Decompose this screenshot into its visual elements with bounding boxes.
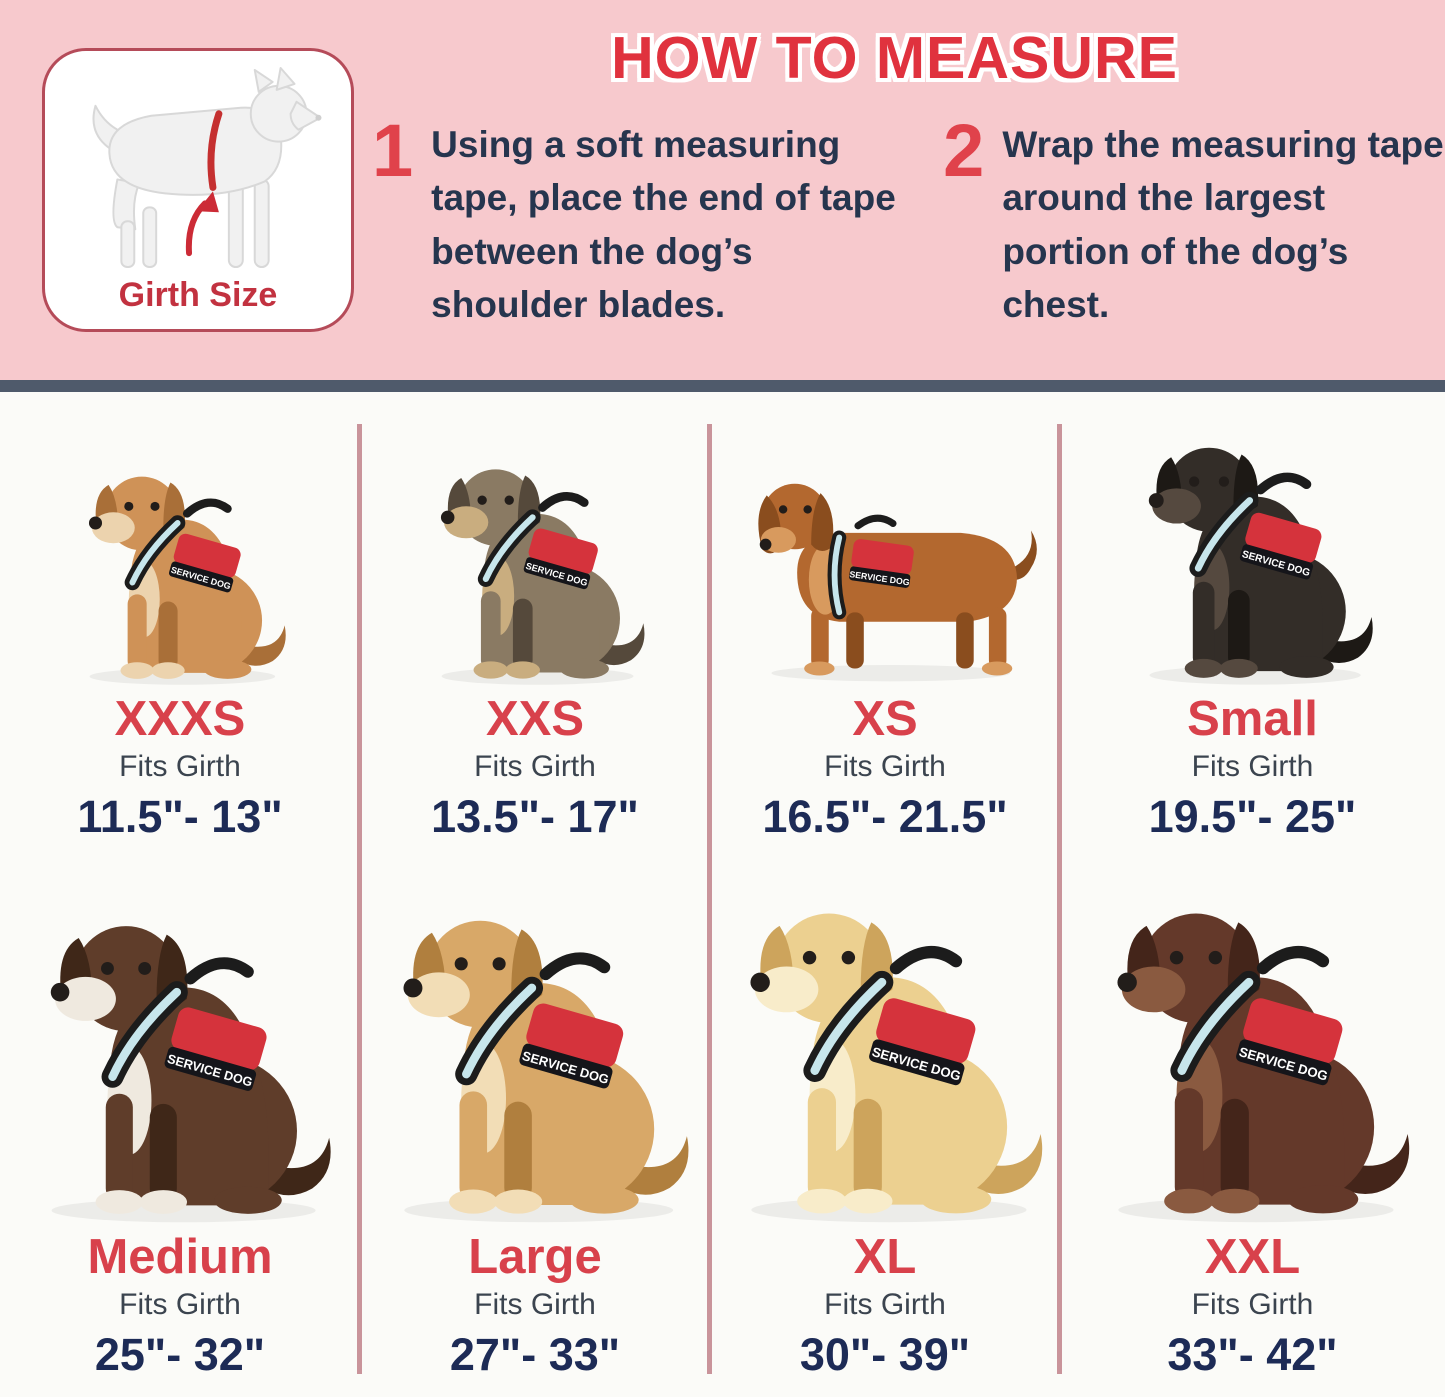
girth-range: 13.5"- 17" [431,791,639,843]
measure-steps [372,109,1445,331]
standing-dog-illustration [727,458,1043,686]
step-1-text: Using a soft measuring tape, place the end of tape between the dog’s shoulder blades. [431,124,896,325]
dog-photo-xl [709,868,1062,1224]
dog-photo-small [1117,418,1388,686]
sitting-dog-illustration [709,880,1062,1224]
sitting-dog-illustration [412,446,658,686]
girth-range: 11.5"- 13" [77,791,283,843]
size-name: Medium [87,1230,273,1284]
girth-range: 16.5"- 21.5" [762,791,1008,843]
dog-photo-medium [11,868,349,1224]
step-2 [943,109,1445,331]
size-cell-xxl [1060,868,1445,1381]
sitting-dog-illustration [1117,422,1388,686]
size-grid [0,392,1445,1397]
girth-range: 27"- 33" [449,1329,621,1381]
girth-size-box [42,48,354,332]
size-cell-xs [710,418,1060,843]
size-name: XXL [1204,1230,1301,1284]
size-cell-xxxs [0,418,360,843]
size-row-top [0,418,1445,843]
size-cell-small [1060,418,1445,843]
fits-girth-label: Fits Girth [474,1288,596,1322]
fits-girth-label: Fits Girth [1191,750,1314,784]
how-to-measure-header [0,0,1445,380]
fits-girth-label: Fits Girth [474,750,596,784]
girth-range: 33"- 42" [1167,1329,1338,1381]
dog-photo-xxl [1076,868,1429,1224]
size-name: Small [1187,692,1318,746]
girth-range: 30"- 39" [799,1329,971,1381]
size-cell-xxs [360,418,710,843]
sitting-dog-illustration [61,454,299,686]
sitting-dog-illustration [1076,880,1429,1224]
fits-girth-label: Fits Girth [119,750,241,784]
dog-mannequin-illustration [72,62,324,276]
girth-size-label: Girth Size [118,276,278,314]
dog-photo-xs [727,418,1043,686]
sitting-dog-illustration [11,894,349,1224]
fits-girth-label: Fits Girth [824,750,946,784]
sitting-dog-illustration [363,888,708,1224]
size-name: XS [852,692,918,746]
size-cell-medium [0,868,360,1381]
size-name: Large [468,1230,602,1284]
size-cell-large [360,868,710,1381]
step-2-number: 2 [943,109,985,192]
size-name: XXS [485,692,585,746]
dog-photo-large [363,868,708,1224]
fits-girth-label: Fits Girth [824,1288,946,1322]
dog-photo-xxs [412,418,658,686]
size-row-bottom [0,868,1445,1381]
fits-girth-label: Fits Girth [1191,1288,1314,1322]
step-2-text: Wrap the measuring tape around the largest portion of the dog’s chest. [1002,124,1444,325]
fits-girth-label: Fits Girth [119,1288,241,1322]
size-name: XXXS [114,692,246,746]
girth-range: 25"- 32" [94,1329,266,1381]
step-1-number: 1 [372,109,414,192]
dog-photo-xxxs [61,418,299,686]
size-cell-xl [710,868,1060,1381]
step-1 [372,109,909,331]
page-title: HOW TO MEASURE [611,25,1178,91]
girth-range: 19.5"- 25" [1148,791,1357,843]
size-name: XL [853,1230,917,1284]
section-divider [0,380,1445,392]
